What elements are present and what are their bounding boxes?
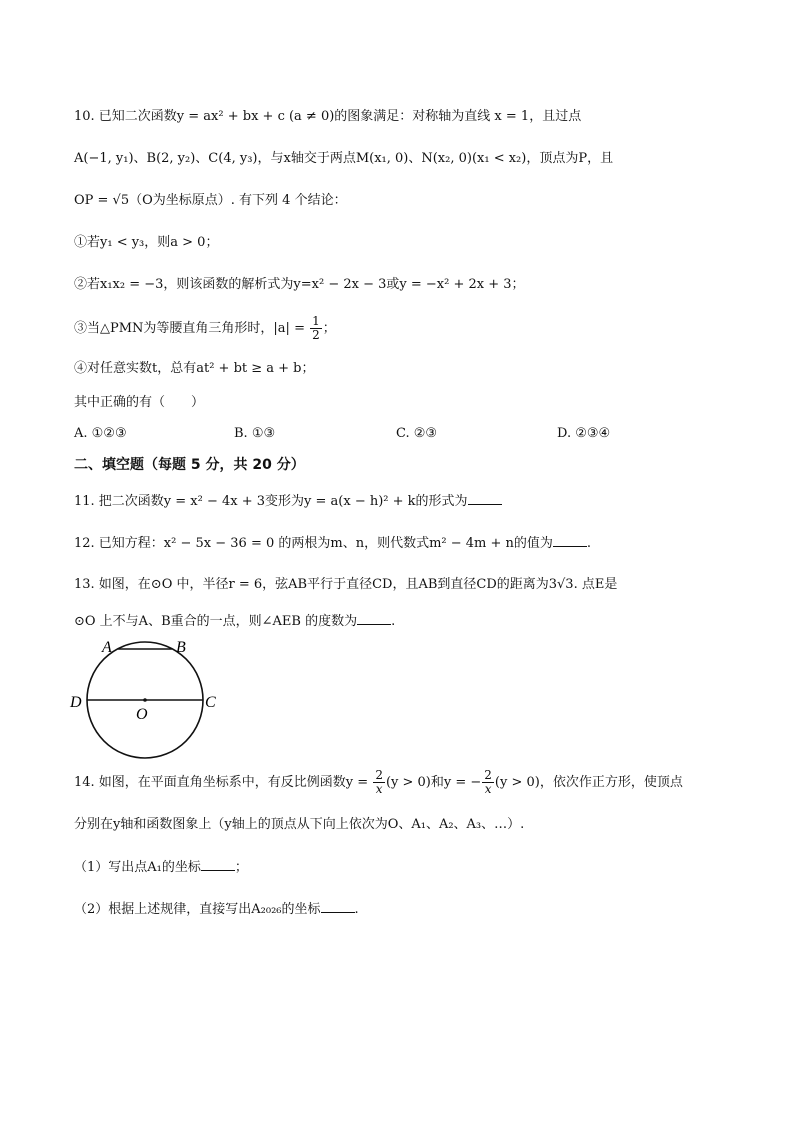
q10-ask: 其中正确的有（ ）: [74, 395, 205, 410]
question-11: [74, 492, 502, 511]
q10-stem-line2: A(−1, y₁)、B(2, y₂)、C(4, y₃)，与x轴交于两点M(x₁, 0)、N(x₂, 0)(x₁ < x₂)，顶点为P，且: [74, 151, 614, 166]
q14-sub1-text: （1）写出点A₁的坐标: [74, 860, 201, 875]
q10-conclusion-3: [74, 314, 336, 344]
q14-sub2: [74, 900, 359, 919]
center-point: [143, 698, 147, 702]
answer-blank: [321, 900, 355, 913]
q10-conclusion-2: ②若x₁x₂ = −3，则该函数的解析式为y=x² − 2x − 3或y = −x² + 2x + 3；: [74, 277, 525, 292]
q10-c3-text: ③当△PMN为等腰直角三角形时，|a| =: [74, 321, 310, 336]
answer-blank: [468, 492, 502, 505]
answer-blank: [553, 534, 587, 547]
fraction-denominator: x: [484, 782, 492, 796]
label-o: O: [136, 706, 148, 723]
circle-figure: [66, 636, 226, 766]
q13-text: ⊙O 上不与A、B重合的一点，则∠AEB 的度数为: [74, 614, 358, 629]
q10-stem-line1: 10. 已知二次函数y = ax² + bx + c (a ≠ 0)的图象满足：对称轴为直线 x = 1，且过点: [74, 109, 582, 124]
option-a: A. ①②③: [74, 426, 127, 441]
option-b: B. ①③: [234, 426, 276, 441]
fraction-one-half: [310, 315, 322, 342]
q13-end: .: [391, 614, 396, 629]
q14-sub2-text: （2）根据上述规律，直接写出A₂₀₂₆的坐标: [74, 902, 321, 917]
fraction-numerator: 2: [375, 768, 383, 782]
q10-conclusion-4: ④对任意实数t，总有at² + bt ≥ a + b；: [74, 361, 315, 376]
fraction-numerator: 2: [484, 768, 492, 782]
q14-text-a: 14. 如图，在平面直角坐标系中，有反比例函数y =: [74, 775, 373, 790]
fraction-2-over-x: [373, 769, 385, 796]
fraction-denominator: x: [375, 782, 383, 796]
q13-line2: [74, 612, 395, 631]
label-d: D: [70, 694, 82, 711]
fraction-2-over-x: [482, 769, 494, 796]
q10-c3-end: ；: [322, 321, 336, 336]
q14-sub1-end: ；: [234, 860, 248, 875]
q14-sub2-end: .: [354, 902, 359, 917]
answer-blank: [201, 858, 235, 871]
option-c: C. ②③: [396, 426, 438, 441]
q10-stem-line3: OP = √5（O为坐标原点）. 有下列 4 个结论：: [74, 193, 347, 208]
section-heading: 二、填空题（每题 5 分，共 20 分）: [74, 457, 305, 473]
label-a: A: [102, 639, 112, 656]
label-c: C: [205, 694, 216, 711]
q14-text-c: (y > 0)，依次作正方形，使顶点: [494, 775, 683, 790]
q12-end: .: [586, 536, 592, 551]
q14-line2: 分别在y轴和函数图象上（y轴上的顶点从下向上依次为O、A₁、A₂、A₃、…）.: [74, 817, 525, 832]
q10-conclusion-1: ①若y₁ < y₃，则a > 0；: [74, 235, 219, 250]
q14-line1: [74, 768, 683, 798]
question-12: [74, 534, 591, 553]
q14-sub1: [74, 858, 248, 877]
fraction-denominator: 2: [312, 328, 320, 342]
q11-text: 11. 把二次函数y = x² − 4x + 3变形为y = a(x − h)² + k的形式为: [74, 494, 468, 509]
q14-text-b: (y > 0)和y = −: [385, 775, 482, 790]
answer-blank: [357, 612, 391, 625]
q12-text: 12. 已知方程：x² − 5x − 36 = 0 的两根为m、n，则代数式m² − 4m + n的值为: [74, 536, 553, 551]
option-d: D. ②③④: [557, 426, 611, 441]
fraction-numerator: 1: [312, 314, 320, 328]
label-b: B: [176, 639, 186, 656]
q13-line1: 13. 如图，在⊙O 中，半径r = 6，弦AB平行于直径CD，且AB到直径CD的距离为3√3. 点E是: [74, 577, 618, 592]
